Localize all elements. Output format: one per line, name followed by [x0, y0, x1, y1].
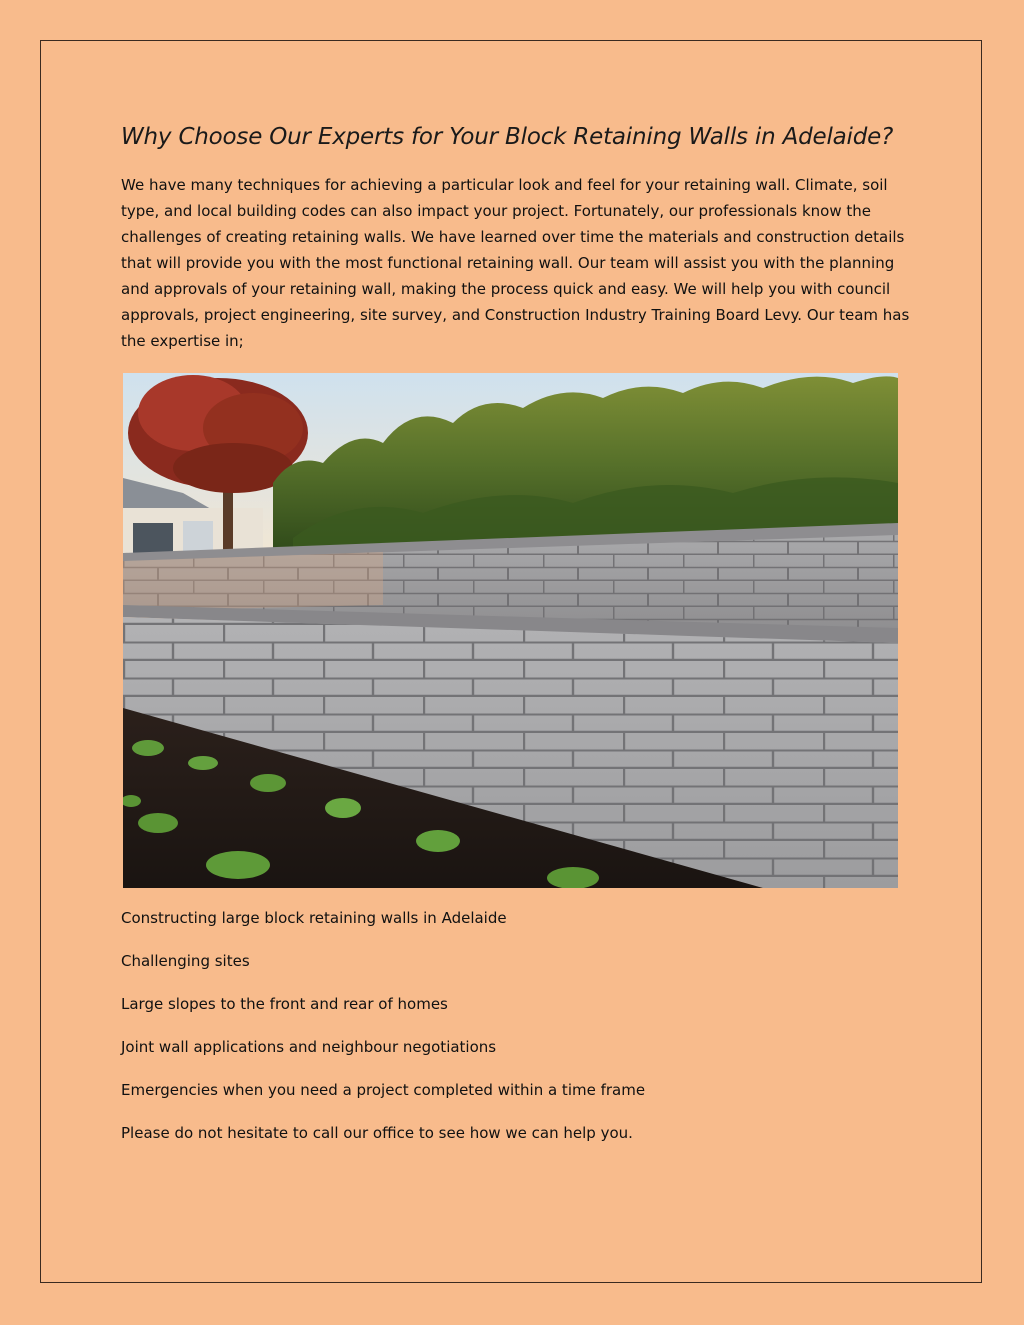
list-item: Constructing large block retaining walls in Adelaide [121, 909, 507, 927]
closing-line: Please do not hesitate to call our office to see how we can help you. [121, 1124, 633, 1142]
expertise-list [121, 905, 911, 1163]
list-item: Large slopes to the front and rear of homes [121, 995, 448, 1013]
page-title: Why Choose Our Experts for Your Block Retaining Walls in Adelaide? [121, 124, 894, 150]
intro-paragraph: We have many techniques for achieving a particular look and feel for your retaining wall. Climate, soil type, and local building codes can also impact your project. Fortunately, our professionals know the challenges of creating retaining walls. We have learned over time the materials and construction details that will provide you with the most functional retaining wall. Our team will assist you with the planning and approvals of your retaining wall, making the process quick and easy. We will help you with council approvals, project engineering, site survey, and Construction Industry Training Board Levy. Our team has the expertise in; [121, 176, 910, 350]
list-item: Challenging sites [121, 952, 250, 970]
retaining-wall-photo [123, 373, 898, 888]
text-content [121, 118, 911, 354]
list-item: Joint wall applications and neighbour negotiations [121, 1038, 497, 1056]
list-item: Emergencies when you need a project completed within a time frame [121, 1081, 646, 1099]
